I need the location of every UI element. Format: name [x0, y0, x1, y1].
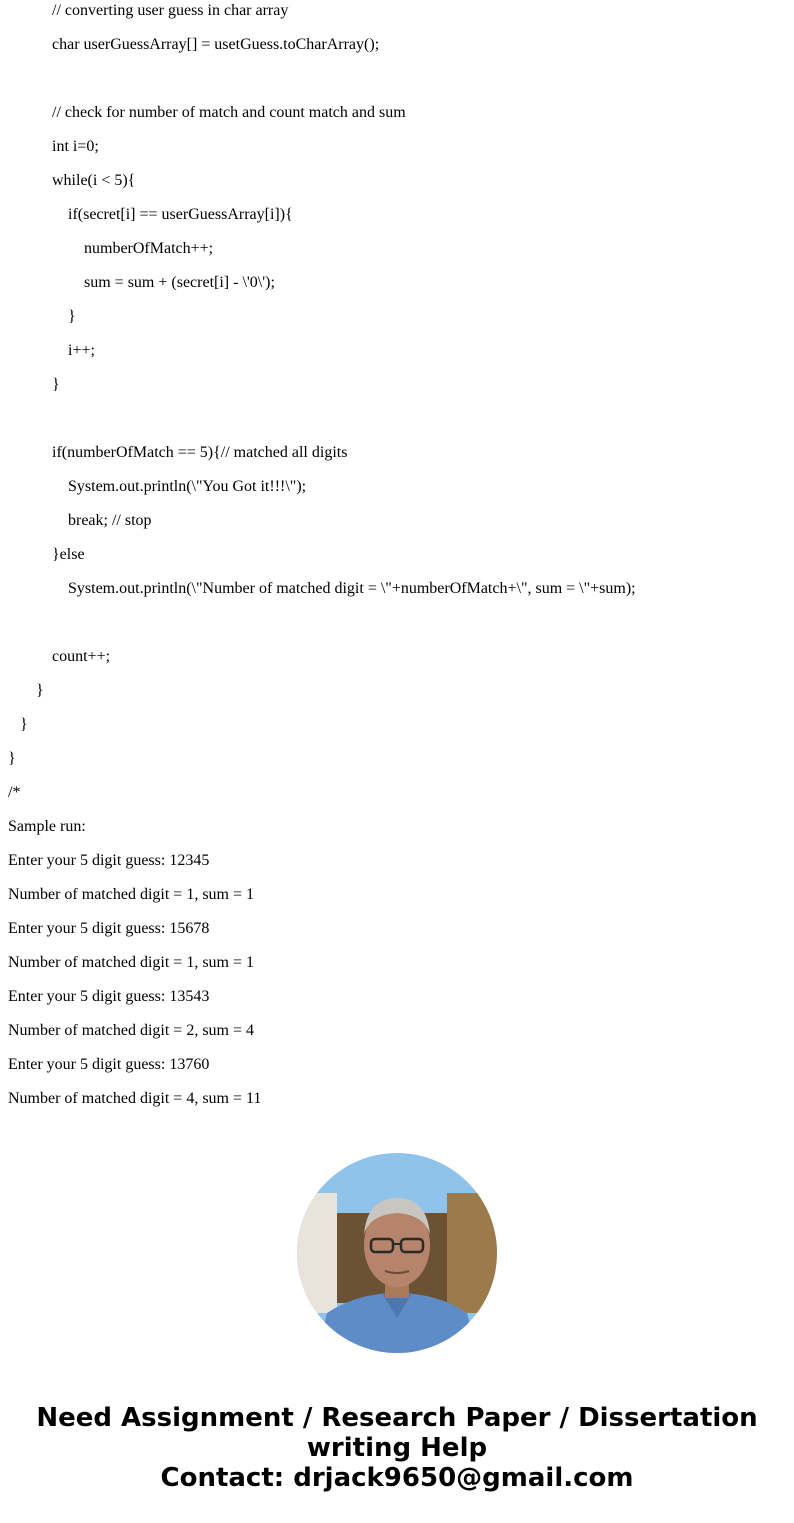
code-line: }	[36, 682, 44, 699]
code-line: count++;	[52, 648, 111, 665]
code-line: // check for number of match and count match and sum	[52, 104, 406, 121]
wall-left	[297, 1193, 337, 1313]
code-line: // converting user guess in char array	[52, 2, 289, 19]
code-line: System.out.println(\"Number of matched digit = \"+numberOfMatch+\", sum = \"+sum);	[68, 580, 636, 597]
code-line: if(numberOfMatch == 5){// matched all digits	[52, 444, 348, 461]
code-line: int i=0;	[52, 138, 99, 155]
code-line	[8, 612, 788, 646]
code-line: Number of matched digit = 4, sum = 11	[8, 1090, 262, 1107]
code-line: }	[68, 308, 76, 325]
code-line: Enter your 5 digit guess: 13760	[8, 1056, 210, 1073]
code-line: /*	[8, 784, 21, 801]
code-line: }else	[52, 546, 85, 563]
code-line: while(i < 5){	[52, 172, 136, 189]
code-line	[8, 68, 788, 102]
contact-banner	[0, 1403, 794, 1493]
code-line: sum = sum + (secret[i] - \'0\');	[84, 274, 275, 291]
code-line: }	[20, 716, 28, 733]
code-line: Enter your 5 digit guess: 12345	[8, 852, 210, 869]
code-line: Sample run:	[8, 818, 86, 835]
code-line: Enter your 5 digit guess: 15678	[8, 920, 210, 937]
code-listing	[8, 0, 788, 1122]
person-portrait-icon	[297, 1153, 497, 1353]
code-line: Number of matched digit = 1, sum = 1	[8, 954, 255, 971]
banner-line: writing Help	[306, 1433, 488, 1463]
code-line: char userGuessArray[] = usetGuess.toCharArray();	[52, 36, 380, 53]
code-line: Number of matched digit = 2, sum = 4	[8, 1022, 255, 1039]
code-line: Number of matched digit = 1, sum = 1	[8, 886, 255, 903]
code-line: i++;	[68, 342, 95, 359]
banner-line: Need Assignment / Research Paper / Dissertation	[36, 1403, 758, 1433]
code-line: if(secret[i] == userGuessArray[i]){	[68, 206, 293, 223]
author-photo	[297, 1153, 497, 1353]
contact-email: Contact: drjack9650@gmail.com	[160, 1463, 634, 1493]
code-line: Enter your 5 digit guess: 13543	[8, 988, 210, 1005]
code-line: break; // stop	[68, 512, 152, 529]
code-line: }	[8, 750, 16, 767]
carved-panel-right	[447, 1193, 497, 1313]
code-line: System.out.println(\"You Got it!!!\");	[68, 478, 307, 495]
code-line: numberOfMatch++;	[84, 240, 214, 257]
code-line: }	[52, 376, 60, 393]
code-line	[8, 408, 788, 442]
